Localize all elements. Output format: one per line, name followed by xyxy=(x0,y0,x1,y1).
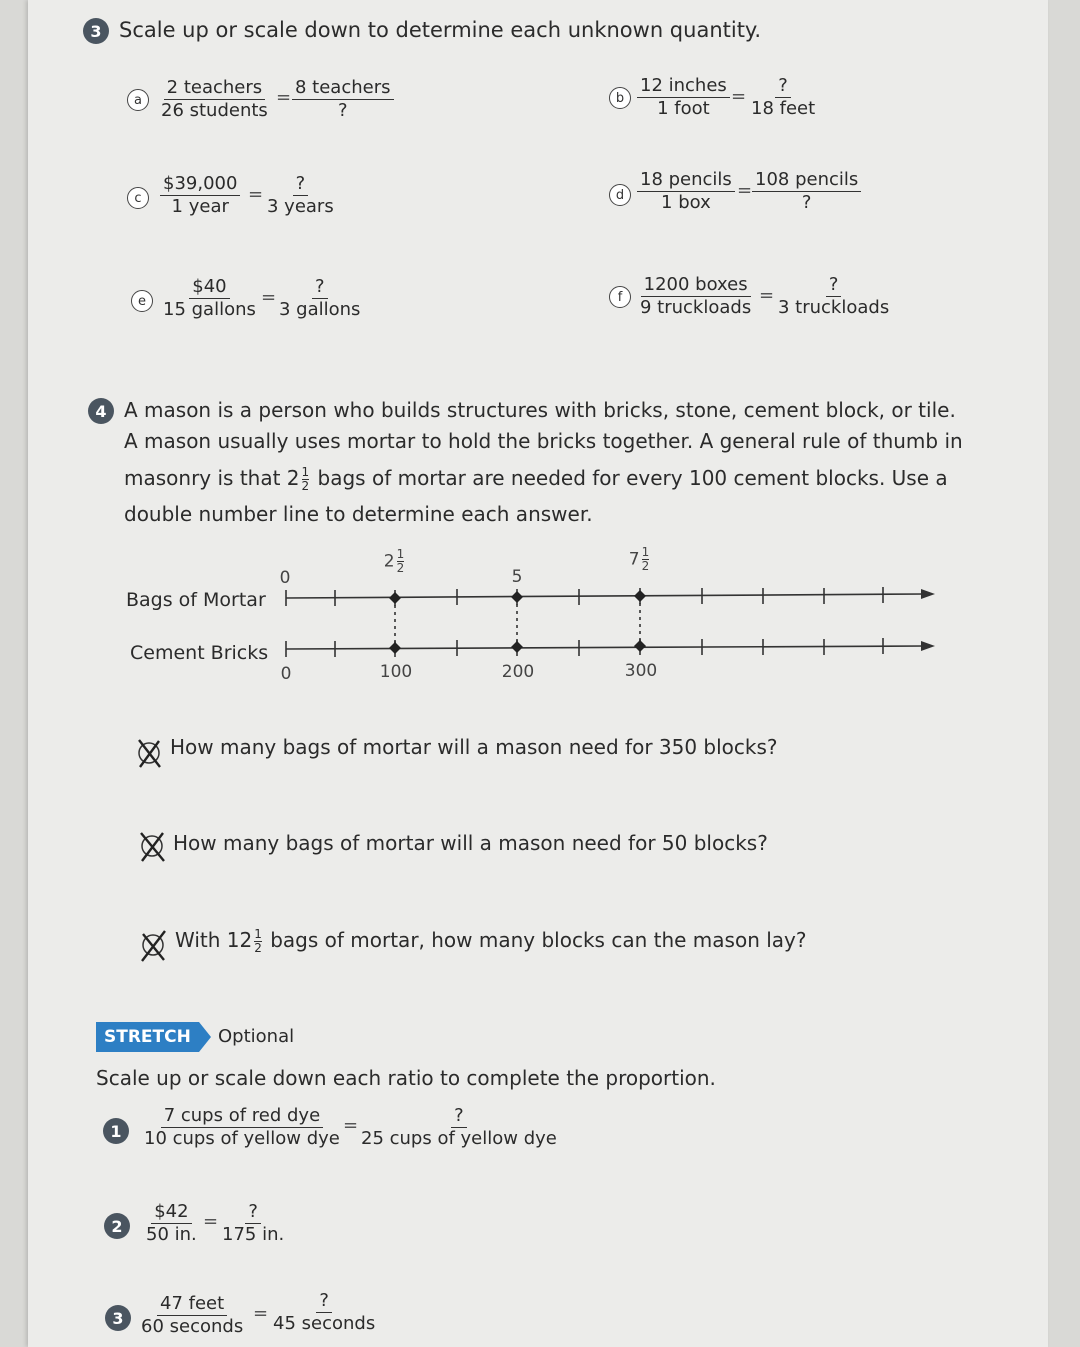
top-arrow-icon xyxy=(921,589,935,599)
text: bags of mortar are needed for every 100 cement blocks. Use a xyxy=(311,466,948,490)
stretch-label: STRETCH xyxy=(96,1022,199,1052)
numerator: ? xyxy=(826,274,842,297)
denominator: 15 gallons xyxy=(163,299,256,320)
numerator: 12 inches xyxy=(637,75,730,98)
equals-sign: = xyxy=(276,87,292,108)
denominator: ? xyxy=(801,192,812,213)
equals-sign: = xyxy=(253,1303,269,1324)
numerator: 47 feet xyxy=(157,1293,227,1316)
bottom-tick-label-1: 100 xyxy=(379,662,413,682)
question-a: How many bags of mortar will a mason need for 350 blocks? xyxy=(170,735,778,759)
whole-part: 7 xyxy=(628,549,640,570)
denominator: 50 in. xyxy=(146,1224,197,1245)
point-marker-icon xyxy=(389,642,401,654)
stretch-3-ratio-2 xyxy=(270,1290,378,1335)
numerator: ? xyxy=(293,173,309,196)
fraction-denominator: 2 xyxy=(396,561,405,575)
problem-3-heading: Scale up or scale down to determine each unknown quantity. xyxy=(119,18,762,42)
bottom-tick-label-2: 200 xyxy=(501,662,535,682)
bottom-arrow-icon xyxy=(921,641,935,651)
stretch-1-ratio-2 xyxy=(358,1105,560,1150)
whole-part: 2 xyxy=(383,551,395,572)
stretch-item-1-badge: 1 xyxy=(103,1118,129,1144)
equals-sign: = xyxy=(261,287,277,308)
numerator: ? xyxy=(245,1201,261,1224)
crossed-out-letter-icon xyxy=(138,928,168,962)
bottom-line-label: Cement Bricks xyxy=(130,642,269,664)
denominator: 18 feet xyxy=(751,98,816,119)
marked-points xyxy=(389,590,646,654)
top-tick-label-1 xyxy=(365,548,425,575)
fraction-numerator: 1 xyxy=(301,465,310,479)
equals-sign: = xyxy=(343,1115,359,1136)
bottom-tick-label-0: 0 xyxy=(280,664,292,684)
denominator: 60 seconds xyxy=(141,1316,244,1337)
numerator: $39,000 xyxy=(160,173,240,196)
question-c xyxy=(175,928,807,955)
part-e-label: e xyxy=(131,290,153,312)
denominator: 3 truckloads xyxy=(778,297,890,318)
fraction-numerator: 1 xyxy=(254,927,262,941)
denominator: 1 box xyxy=(661,192,711,213)
numerator: 1200 boxes xyxy=(641,274,751,297)
numerator: 2 teachers xyxy=(164,77,266,100)
part-b-label: b xyxy=(609,87,631,109)
stretch-item-2-badge: 2 xyxy=(104,1213,130,1239)
crossed-out-letter-icon xyxy=(137,829,167,863)
problem-4-line-2: A mason usually uses mortar to hold the bricks together. A general rule of thumb in xyxy=(124,429,963,453)
problem-number: 3 xyxy=(90,21,102,41)
top-line-label: Bags of Mortar xyxy=(126,589,266,611)
stretch-item-3-badge: 3 xyxy=(105,1305,131,1331)
denominator: ? xyxy=(337,100,348,121)
denominator: 3 gallons xyxy=(279,299,361,320)
numerator: $40 xyxy=(189,276,229,299)
fraction-numerator: 1 xyxy=(396,547,405,561)
part-c-label: c xyxy=(127,187,149,209)
numerator: ? xyxy=(316,1290,332,1313)
equals-sign: = xyxy=(737,180,753,201)
point-marker-icon xyxy=(511,641,523,653)
top-tick-label-2: 5 xyxy=(511,567,523,587)
fraction-numerator: 1 xyxy=(641,545,650,559)
numerator: 108 pencils xyxy=(752,169,861,192)
question-b: How many bags of mortar will a mason need for 50 blocks? xyxy=(173,831,768,855)
denominator: 26 students xyxy=(161,100,268,121)
stretch-instruction: Scale up or scale down each ratio to complete the proportion. xyxy=(96,1066,716,1090)
numerator: 18 pencils xyxy=(637,169,735,192)
fraction xyxy=(397,548,405,575)
top-tick-label-3 xyxy=(610,546,670,573)
numerator: ? xyxy=(775,75,791,98)
bottom-number-line xyxy=(286,646,925,649)
top-tick-label-0: 0 xyxy=(279,568,291,588)
text: masonry is that 2 xyxy=(124,466,300,490)
stretch-tag xyxy=(96,1022,211,1052)
part-a-label: a xyxy=(127,89,149,111)
point-marker-icon xyxy=(389,592,401,604)
fraction-denominator: 2 xyxy=(641,559,650,573)
stretch-3-ratio-1 xyxy=(138,1293,246,1338)
denominator: 1 foot xyxy=(657,98,710,119)
text: bags of mortar, how many blocks can the mason lay? xyxy=(263,928,807,952)
point-marker-icon xyxy=(634,590,646,602)
numerator: 8 teachers xyxy=(292,77,394,100)
denominator: 3 years xyxy=(267,196,334,217)
problem-number: 4 xyxy=(95,401,107,421)
numerator: 7 cups of red dye xyxy=(161,1105,323,1128)
equals-sign: = xyxy=(248,184,264,205)
denominator: 1 year xyxy=(171,196,229,217)
part-f-label: f xyxy=(609,286,631,308)
fraction-denominator: 2 xyxy=(254,941,262,955)
numerator: ? xyxy=(451,1105,467,1128)
equals-sign: = xyxy=(759,285,775,306)
stretch-arrow-icon xyxy=(199,1022,211,1052)
point-marker-icon xyxy=(634,640,646,652)
part-d-label: d xyxy=(609,184,631,206)
equals-sign: = xyxy=(731,86,747,107)
fraction xyxy=(254,928,262,955)
denominator: 175 in. xyxy=(222,1224,285,1245)
fraction xyxy=(642,546,650,573)
point-marker-icon xyxy=(511,591,523,603)
denominator: 10 cups of yellow dye xyxy=(144,1128,340,1149)
problem-4-line-1: A mason is a person who builds structures with bricks, stone, cement block, or tile. xyxy=(124,398,956,422)
stretch-2-ratio-2 xyxy=(219,1201,287,1246)
equals-sign: = xyxy=(203,1211,219,1232)
bottom-tick-label-3: 300 xyxy=(624,661,658,681)
denominator: 45 seconds xyxy=(273,1313,376,1334)
numerator: ? xyxy=(312,276,328,299)
stretch-2-ratio-1 xyxy=(143,1201,200,1246)
denominator: 9 truckloads xyxy=(640,297,752,318)
top-number-line xyxy=(286,594,925,598)
optional-label: Optional xyxy=(218,1026,295,1047)
crossed-out-letter-icon xyxy=(134,736,164,770)
denominator: 25 cups of yellow dye xyxy=(361,1128,557,1149)
text: With 12 xyxy=(175,928,253,952)
problem-4-line-4: double number line to determine each answer. xyxy=(124,502,593,526)
stretch-1-ratio-1 xyxy=(141,1105,343,1150)
fraction-denominator: 2 xyxy=(301,479,310,493)
numerator: $42 xyxy=(151,1201,191,1224)
